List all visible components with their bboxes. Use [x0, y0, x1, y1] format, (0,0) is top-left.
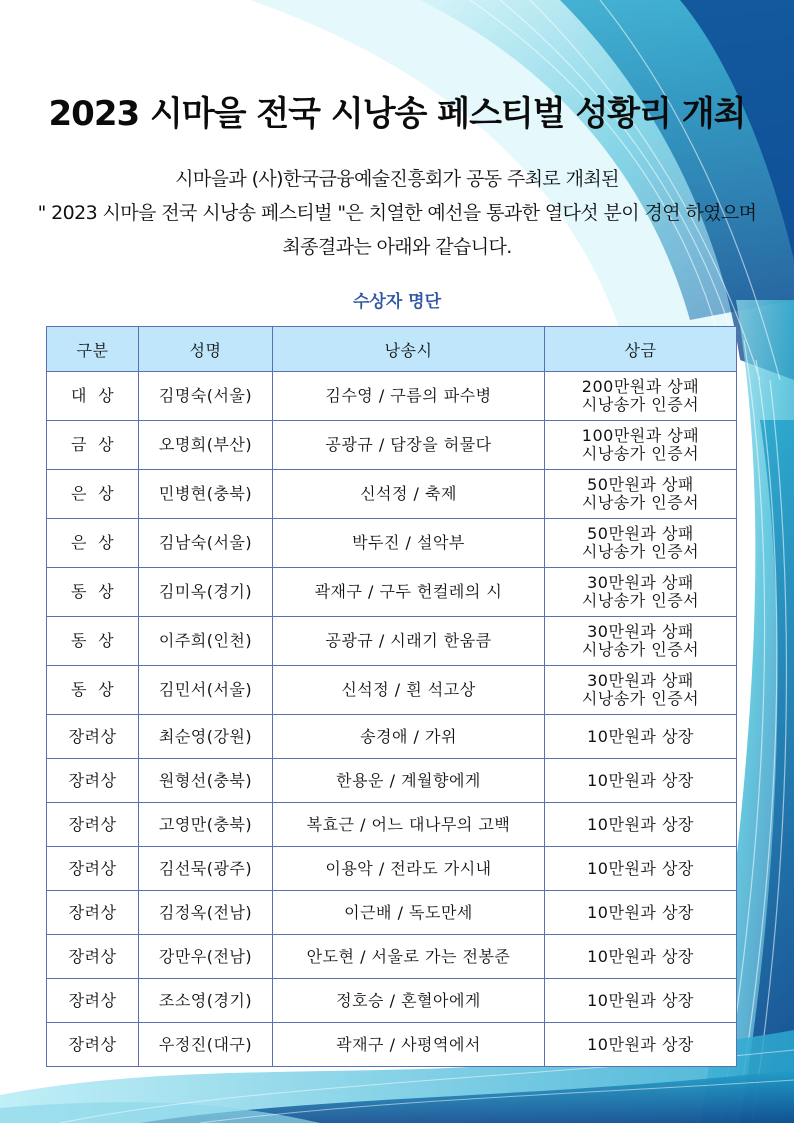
poem-cell: 송경애 / 가위: [273, 715, 545, 759]
poem-cell: 정호승 / 혼혈아에게: [273, 979, 545, 1023]
poem-cell: 복효근 / 어느 대나무의 고백: [273, 803, 545, 847]
name-cell: 민병현(충북): [139, 470, 273, 519]
poem-cell: 신석정 / 흰 석고상: [273, 666, 545, 715]
table-row: [47, 421, 737, 470]
rank-cell: 장려상: [47, 759, 139, 803]
name-cell: 우정진(대구): [139, 1023, 273, 1067]
table-row: [47, 935, 737, 979]
rank-cell: 장려상: [47, 715, 139, 759]
name-cell: 김명숙(서울): [139, 372, 273, 421]
poem-cell: 신석정 / 축제: [273, 470, 545, 519]
intro-line: 최종결과는 아래와 같습니다.: [282, 236, 512, 258]
table-row: [47, 847, 737, 891]
table-row: [47, 470, 737, 519]
name-cell: 최순영(강원): [139, 715, 273, 759]
poem-cell: 안도현 / 서울로 가는 전봉준: [273, 935, 545, 979]
name-cell: 김미옥(경기): [139, 568, 273, 617]
rank-cell: 은 상: [47, 470, 139, 519]
prize-amount: 10만원과 상장: [587, 990, 694, 1010]
poem-cell: 김수영 / 구름의 파수병: [273, 372, 545, 421]
prize-certificate: 시낭송가 인증서: [581, 395, 700, 414]
table-row: [47, 568, 737, 617]
prize-cell: [545, 891, 737, 935]
poem-cell: 이용악 / 전라도 가시내: [273, 847, 545, 891]
rank-cell: 장려상: [47, 979, 139, 1023]
poem-cell: 이근배 / 독도만세: [273, 891, 545, 935]
table-row: [47, 519, 737, 568]
prize-cell: [545, 519, 737, 568]
prize-amount: 10만원과 상장: [587, 902, 694, 922]
intro-line: 시마을과 (사)한국금융예술진흥회가 공동 주최로 개최된: [175, 168, 619, 190]
prize-certificate: 시낭송가 인증서: [581, 493, 700, 512]
prize-amount: 100만원과 상패: [581, 426, 700, 445]
winners-table-title: 수상자 명단: [352, 292, 442, 312]
prize-amount: 30만원과 상패: [587, 622, 694, 641]
name-cell: 고영만(충북): [139, 803, 273, 847]
prize-cell: [545, 847, 737, 891]
page-title: 2023 시마을 전국 시낭송 페스티벌 성황리 개최: [48, 94, 746, 134]
table-row: [47, 1023, 737, 1067]
rank-cell: 장려상: [47, 1023, 139, 1067]
prize-amount: 30만원과 상패: [587, 573, 694, 592]
rank-cell: 동 상: [47, 666, 139, 715]
name-cell: 김남숙(서울): [139, 519, 273, 568]
name-cell: 이주희(인천): [139, 617, 273, 666]
prize-cell: [545, 803, 737, 847]
poem-cell: 곽재구 / 구두 헌컬레의 시: [273, 568, 545, 617]
prize-cell: [545, 759, 737, 803]
rank-cell: 동 상: [47, 568, 139, 617]
table-row: [47, 372, 737, 421]
prize-amount: 10만원과 상장: [587, 858, 694, 878]
header-poem: 낭송시: [273, 327, 545, 372]
prize-cell: [545, 979, 737, 1023]
prize-cell: [545, 666, 737, 715]
table-row: [47, 803, 737, 847]
prize-amount: 10만원과 상장: [587, 814, 694, 834]
name-cell: 조소영(경기): [139, 979, 273, 1023]
table-header-row: [47, 327, 737, 372]
table-row: [47, 759, 737, 803]
prize-cell: [545, 935, 737, 979]
rank-cell: 장려상: [47, 803, 139, 847]
intro-paragraph: [0, 162, 794, 264]
rank-cell: 은 상: [47, 519, 139, 568]
name-cell: 김선묵(광주): [139, 847, 273, 891]
rank-cell: 장려상: [47, 891, 139, 935]
intro-line: " 2023 시마을 전국 시낭송 페스티벌 "은 치열한 예선을 통과한 열다섯 분이 경연 하였으며: [37, 202, 757, 224]
poem-cell: 공광규 / 시래기 한움큼: [273, 617, 545, 666]
prize-amount: 10만원과 상장: [587, 726, 694, 746]
name-cell: 김정옥(전남): [139, 891, 273, 935]
rank-cell: 장려상: [47, 935, 139, 979]
poem-cell: 박두진 / 설악부: [273, 519, 545, 568]
rank-cell: 동 상: [47, 617, 139, 666]
prize-amount: 200만원과 상패: [581, 377, 700, 396]
prize-cell: [545, 470, 737, 519]
name-cell: 오명희(부산): [139, 421, 273, 470]
name-cell: 김민서(서울): [139, 666, 273, 715]
prize-amount: 10만원과 상장: [587, 770, 694, 790]
rank-cell: 장려상: [47, 847, 139, 891]
prize-amount: 50만원과 상패: [587, 475, 694, 494]
prize-cell: [545, 1023, 737, 1067]
header-prize: 상금: [545, 327, 737, 372]
prize-certificate: 시낭송가 인증서: [581, 591, 700, 610]
prize-cell: [545, 568, 737, 617]
rank-cell: 대 상: [47, 372, 139, 421]
table-row: [47, 666, 737, 715]
prize-cell: [545, 715, 737, 759]
name-cell: 원형선(충북): [139, 759, 273, 803]
poem-cell: 곽재구 / 사평역에서: [273, 1023, 545, 1067]
prize-amount: 10만원과 상장: [587, 946, 694, 966]
prize-amount: 30만원과 상패: [587, 671, 694, 690]
prize-cell: [545, 421, 737, 470]
header-name: 성명: [139, 327, 273, 372]
name-cell: 강만우(전남): [139, 935, 273, 979]
poem-cell: 한용운 / 계월향에게: [273, 759, 545, 803]
table-row: [47, 617, 737, 666]
winners-table: [46, 326, 737, 1067]
header-category: 구분: [47, 327, 139, 372]
table-row: [47, 891, 737, 935]
table-row: [47, 979, 737, 1023]
prize-certificate: 시낭송가 인증서: [581, 640, 700, 659]
prize-cell: [545, 617, 737, 666]
prize-certificate: 시낭송가 인증서: [581, 689, 700, 708]
rank-cell: 금 상: [47, 421, 139, 470]
prize-certificate: 시낭송가 인증서: [581, 542, 700, 561]
table-row: [47, 715, 737, 759]
prize-amount: 50만원과 상패: [587, 524, 694, 543]
prize-cell: [545, 372, 737, 421]
prize-certificate: 시낭송가 인증서: [581, 444, 700, 463]
prize-amount: 10만원과 상장: [587, 1034, 694, 1054]
poem-cell: 공광규 / 담장을 허물다: [273, 421, 545, 470]
